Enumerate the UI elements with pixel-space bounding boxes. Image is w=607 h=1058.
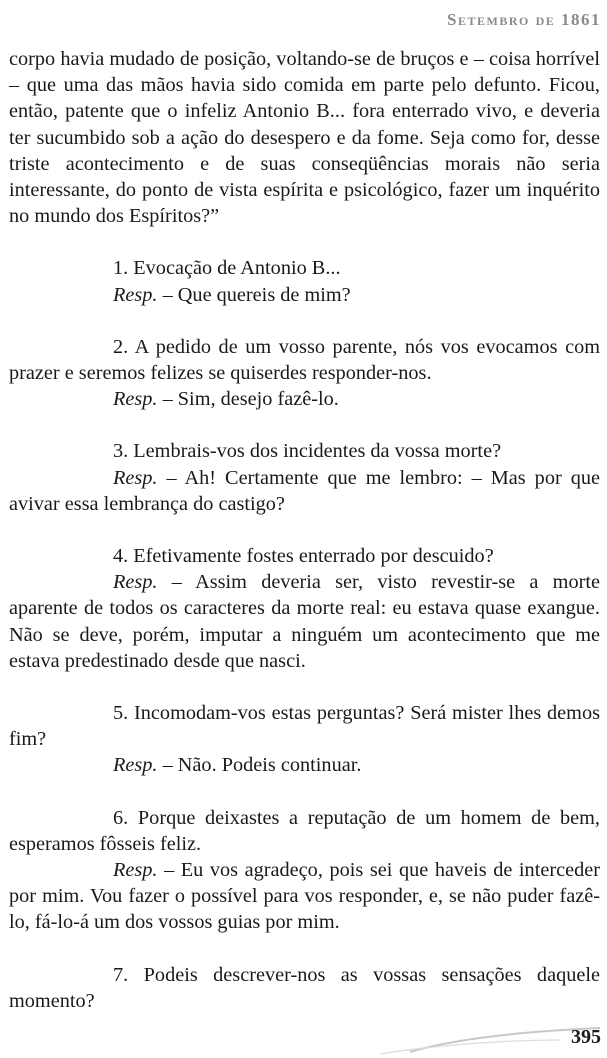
resp-label: Resp.: [113, 859, 158, 882]
resp-label: Resp.: [113, 571, 158, 594]
qa-item: [9, 700, 600, 779]
answer: [9, 282, 600, 308]
question: 4. Efetivamente fostes enterrado por descuido?: [113, 545, 494, 568]
resp-label: Resp.: [113, 466, 158, 489]
question: 1. Evocação de Antonio B...: [113, 257, 341, 280]
qa-item: [9, 255, 600, 307]
resp-label: Resp.: [113, 754, 158, 777]
intro-paragraph: corpo havia mudado de posição, voltando-se de bruços e – coisa horrível – que uma das mãos havia sido comida em parte pelo defunto. Ficou, então, patente que o infeliz Antonio B... fora enterrado vivo, e deveria ter sucumbido sob a ação do desespero e da fome. Seja como for, desse triste acontecimento e de suas conseqüências morais não seria interessante, do ponto de vista espírita e psicológico, fazer um inquérito no mundo dos Espíritos?”: [9, 48, 600, 228]
resp-label: Resp.: [113, 283, 158, 306]
qa-item: [9, 805, 600, 936]
answer-text: – Que quereis de mim?: [157, 283, 351, 306]
running-header: Setembro de 1861: [447, 10, 601, 29]
answer-text: – Não. Podeis continuar.: [157, 754, 362, 777]
question: 6. Porque deixastes a reputação de um homem de bem, esperamos fôsseis feliz.: [9, 806, 600, 855]
question: 3. Lembrais-vos dos incidentes da vossa morte?: [113, 440, 502, 463]
decorative-swoosh-icon: [0, 1010, 607, 1058]
qa-item: [9, 962, 600, 1014]
question: 5. Incomodam-vos estas perguntas? Será mister lhes demos fim?: [9, 702, 600, 751]
answer: [9, 569, 600, 674]
answer-text: – Ah! Certamente que me lembro: – Mas por que avivar essa lembrança do castigo?: [9, 466, 600, 515]
body-text: [9, 46, 600, 1040]
answer-text: – Sim, desejo fazê-lo.: [157, 388, 339, 411]
qa-item: [9, 543, 600, 674]
qa-item: [9, 334, 600, 413]
page-footer: [0, 1010, 607, 1058]
answer: [9, 465, 600, 517]
answer: [9, 752, 600, 778]
answer: [9, 857, 600, 936]
page-number: 395: [571, 1026, 601, 1048]
answer-text: – Eu vos agradeço, pois sei que haveis de interceder por mim. Vou fazer o possível para vos responder, e, se não puder fazê-lo, fá-lo-á um dos vossos guias por mim.: [9, 859, 600, 934]
answer-text: – Assim deveria ser, visto revestir-se a morte aparente de todos os caracteres da morte real: eu estava quase exangue. Não se deve, porém, imputar a ninguém um acontecimento que me estava predestinado desde que nasci.: [9, 571, 600, 672]
answer: [9, 386, 600, 412]
question: 2. A pedido de um vosso parente, nós vos evocamos com prazer e seremos felizes se quiserdes responder-nos.: [9, 335, 600, 385]
qa-item: [9, 438, 600, 517]
question: 7. Podeis descrever-nos as vossas sensações daquele momento?: [9, 963, 600, 1012]
resp-label: Resp.: [113, 388, 158, 411]
